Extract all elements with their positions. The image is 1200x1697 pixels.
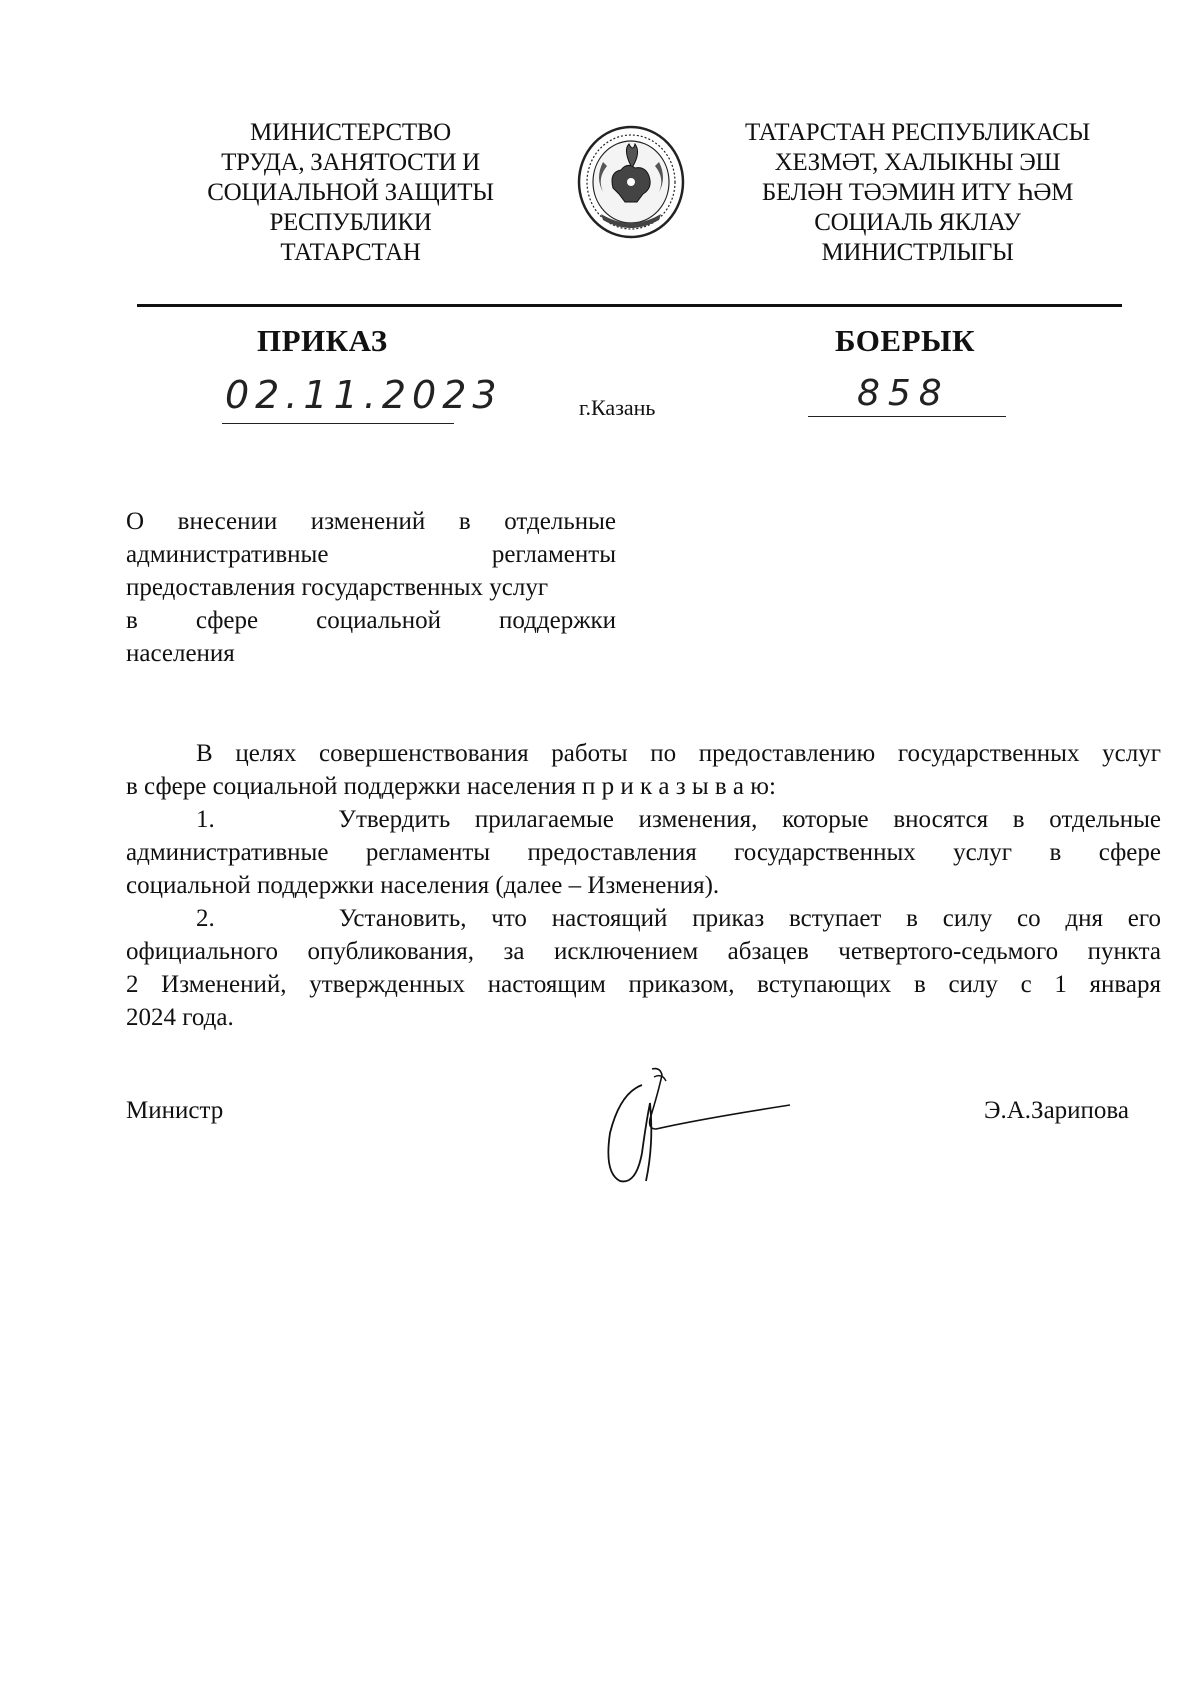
ministry-name-line: РЕСПУБЛИКИ: [269, 209, 432, 236]
document-title-line: в сфере социальной поддержки: [126, 607, 616, 634]
ministry-name-russian: [163, 118, 538, 268]
document-type-russian: ПРИКАЗ: [257, 323, 388, 358]
ministry-name-line: ТАТАРСТАН РЕСПУБЛИКАСЫ: [745, 119, 1090, 146]
ministry-name-line: ТАТАРСТАН: [280, 239, 421, 266]
document-title-line: административные регламенты: [126, 541, 616, 568]
number-underline: [808, 416, 1006, 417]
body-line: социальной поддержки населения (далее – Изменения).: [126, 872, 720, 899]
date-underline: [222, 423, 454, 424]
handwritten-signature-icon: [590, 1063, 800, 1188]
header-divider: [137, 304, 1122, 307]
ministry-name-line: ТРУДА, ЗАНЯТОСТИ И: [221, 149, 480, 176]
ministry-name-line: БЕЛӘН ТӘЭМИН ИТҮ ҺӘМ: [761, 179, 1074, 206]
ministry-name-line: МИНИСТРЛЫГЫ: [821, 239, 1014, 266]
city: г.Казань: [579, 395, 656, 420]
body-line: 2 Изменений, утвержденных настоящим приказом, вступающих в силу с 1 января: [126, 971, 1161, 998]
ministry-name-line: МИНИСТЕРСТВО: [250, 119, 451, 146]
signatory-name: Э.А.Зарипова: [984, 1097, 1130, 1124]
document-type-tatar: БОЕРЫК: [835, 323, 975, 358]
order-number: 858: [857, 373, 950, 414]
order-date: 02.11.2023: [225, 373, 503, 417]
body-line: официального опубликования, за исключением абзацев четвертого-седьмого пункта: [126, 938, 1161, 965]
tatarstan-coat-of-arms-icon: [573, 122, 689, 246]
ministry-name-line: СОЦИАЛЬ ЯКЛАУ: [814, 209, 1021, 236]
ministry-name-line: СОЦИАЛЬНОЙ ЗАЩИТЫ: [207, 179, 494, 206]
body-line: В целях совершенствования работы по предоставлению государственных услуг: [196, 740, 1161, 767]
body-line: в сфере социальной поддержки населения п р и к а з ы в а ю:: [126, 773, 776, 800]
document-title-line: О внесении изменений в отдельные: [126, 508, 616, 535]
document-title-line: населения: [126, 640, 235, 667]
body-line: 1. Утвердить прилагаемые изменения, которые вносятся в отдельные: [196, 806, 1161, 833]
body-line: 2. Установить, что настоящий приказ вступает в силу со дня его: [196, 905, 1161, 932]
signatory-position: Министр: [126, 1097, 224, 1124]
ministry-name-tatar: [695, 118, 1140, 268]
body-line: 2024 года.: [126, 1004, 234, 1031]
document-title-line: предоставления государственных услуг: [126, 574, 549, 601]
ministry-name-line: ХЕЗМӘТ, ХАЛЫКНЫ ЭШ: [774, 149, 1061, 176]
body-line: административные регламенты предоставления государственных услуг в сфере: [126, 839, 1161, 866]
